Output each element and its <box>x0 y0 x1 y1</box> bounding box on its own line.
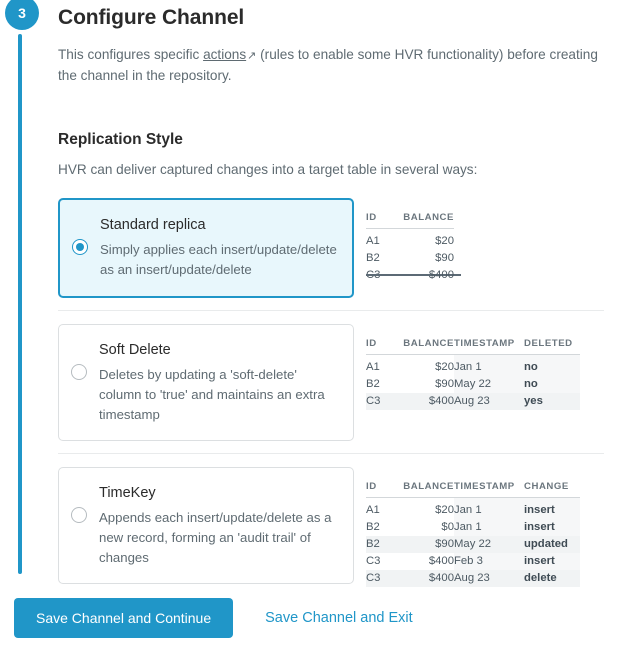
cell-change: updated <box>524 536 580 553</box>
cell-balance: $90 <box>435 252 454 265</box>
option-row-standard-replica <box>58 198 604 310</box>
option-row-timekey <box>58 453 604 599</box>
cell-timestamp: May 22 <box>454 536 524 553</box>
cell-timestamp: Feb 3 <box>454 553 524 570</box>
section-title: Replication Style <box>58 131 183 149</box>
cell-deleted: no <box>524 376 580 393</box>
cell-balance: $0 <box>441 521 454 534</box>
content-column <box>58 0 614 599</box>
cell-id: B2 <box>366 521 380 534</box>
table-header-timestamp: TIMESTAMP <box>454 338 524 355</box>
cell-timestamp: Jan 1 <box>454 355 524 376</box>
example-table-timekey <box>366 481 580 587</box>
option-text-timekey <box>99 482 339 568</box>
section-description: HVR can deliver captured changes into a target table in several ways: <box>58 162 478 178</box>
example-table-soft-delete <box>366 338 580 410</box>
table-row <box>366 570 580 587</box>
option-card-standard-replica[interactable] <box>58 198 354 298</box>
radio-standard-replica[interactable] <box>72 239 88 255</box>
cell-timestamp: Jan 1 <box>454 498 524 519</box>
cell-id: A1 <box>366 504 380 517</box>
save-and-exit-button[interactable]: Save Channel and Exit <box>265 610 413 626</box>
table-row <box>366 393 580 410</box>
step-rail <box>0 0 46 658</box>
cell-id: C3 <box>366 570 400 587</box>
option-desc-soft-delete: Deletes by updating a 'soft-delete' column to 'true' and maintains an extra timestamp <box>99 366 325 422</box>
cell-balance: $400 <box>400 393 454 410</box>
cell-change: insert <box>524 553 580 570</box>
cell-id <box>366 267 400 284</box>
footer-actions <box>14 598 413 638</box>
cell-change: insert <box>524 519 580 536</box>
table-header-id: ID <box>366 212 400 229</box>
cell-id: B2 <box>366 252 380 265</box>
option-row-soft-delete <box>58 310 604 453</box>
cell-id: B2 <box>366 378 380 391</box>
cell-balance: $90 <box>400 536 454 553</box>
cell-change: insert <box>524 498 580 519</box>
table-row <box>366 376 580 393</box>
table-row <box>366 498 580 519</box>
table-header-row <box>366 338 580 355</box>
table-row <box>366 536 580 553</box>
table-header-change: CHANGE <box>524 481 580 498</box>
table-row-deleted <box>366 267 454 284</box>
table-header-timestamp: TIMESTAMP <box>454 481 524 498</box>
table-header-row <box>366 212 454 229</box>
table-row <box>366 519 580 536</box>
option-title-soft-delete: Soft Delete <box>99 342 171 359</box>
option-card-timekey[interactable] <box>58 467 354 584</box>
option-text-standard-replica <box>100 214 338 280</box>
cell-timestamp: Jan 1 <box>454 519 524 536</box>
cell-id: A1 <box>366 361 380 374</box>
table-header-id: ID <box>366 338 400 355</box>
step-number-badge: 3 <box>5 0 39 30</box>
cell-balance: $400 <box>428 269 454 282</box>
table-row <box>366 553 580 570</box>
page-description-before: This configures specific <box>58 47 204 62</box>
cell-id: C3 <box>366 393 400 410</box>
cell-timestamp: Aug 23 <box>454 393 524 410</box>
cell-balance: $20 <box>435 361 454 374</box>
table-header-balance: BALANCE <box>400 338 454 355</box>
cell-balance: $20 <box>435 235 454 248</box>
table-header-balance: BALANCE <box>400 212 454 229</box>
option-desc-timekey: Appends each insert/update/delete as a new record, forming an 'audit trail' of changes <box>99 509 332 565</box>
table-header-row <box>366 481 580 498</box>
option-desc-standard-replica: Simply applies each insert/update/delete as an insert/update/delete <box>100 241 337 277</box>
actions-link[interactable]: actions <box>203 47 247 62</box>
table-header-deleted: DELETED <box>524 338 580 355</box>
option-title-timekey: TimeKey <box>99 485 156 502</box>
radio-soft-delete[interactable] <box>71 364 87 380</box>
option-title-standard-replica: Standard replica <box>100 217 206 234</box>
cell-balance: $400 <box>400 570 454 587</box>
step-connector-line <box>18 34 22 574</box>
cell-timestamp: Aug 23 <box>454 570 524 587</box>
example-table-standard-replica <box>366 212 454 284</box>
page-description-after: (rules to enable some HVR functionality) before creating the channel in the repository. <box>58 47 598 84</box>
radio-timekey[interactable] <box>71 507 87 523</box>
cell-timestamp: May 22 <box>454 376 524 393</box>
cell-deleted: yes <box>524 393 580 410</box>
page-description <box>58 44 610 86</box>
cell-id: A1 <box>366 235 380 248</box>
table-row <box>366 229 454 250</box>
option-card-soft-delete[interactable] <box>58 324 354 441</box>
option-text-soft-delete <box>99 339 339 425</box>
table-header-id: ID <box>366 481 400 498</box>
save-and-continue-button[interactable]: Save Channel and Continue <box>14 598 233 638</box>
table-row <box>366 355 580 376</box>
table-row <box>366 250 454 267</box>
page-title: Configure Channel <box>58 6 245 29</box>
cell-id: B2 <box>366 536 400 553</box>
cell-balance: $20 <box>435 504 454 517</box>
cell-deleted: no <box>524 355 580 376</box>
cell-change: delete <box>524 570 580 587</box>
table-header-balance: BALANCE <box>400 481 454 498</box>
external-link-icon: ↗ <box>247 50 257 62</box>
cell-balance: $400 <box>428 555 454 568</box>
replication-style-options <box>58 198 604 598</box>
cell-balance: $90 <box>435 378 454 391</box>
cell-id: C3 <box>366 555 381 568</box>
